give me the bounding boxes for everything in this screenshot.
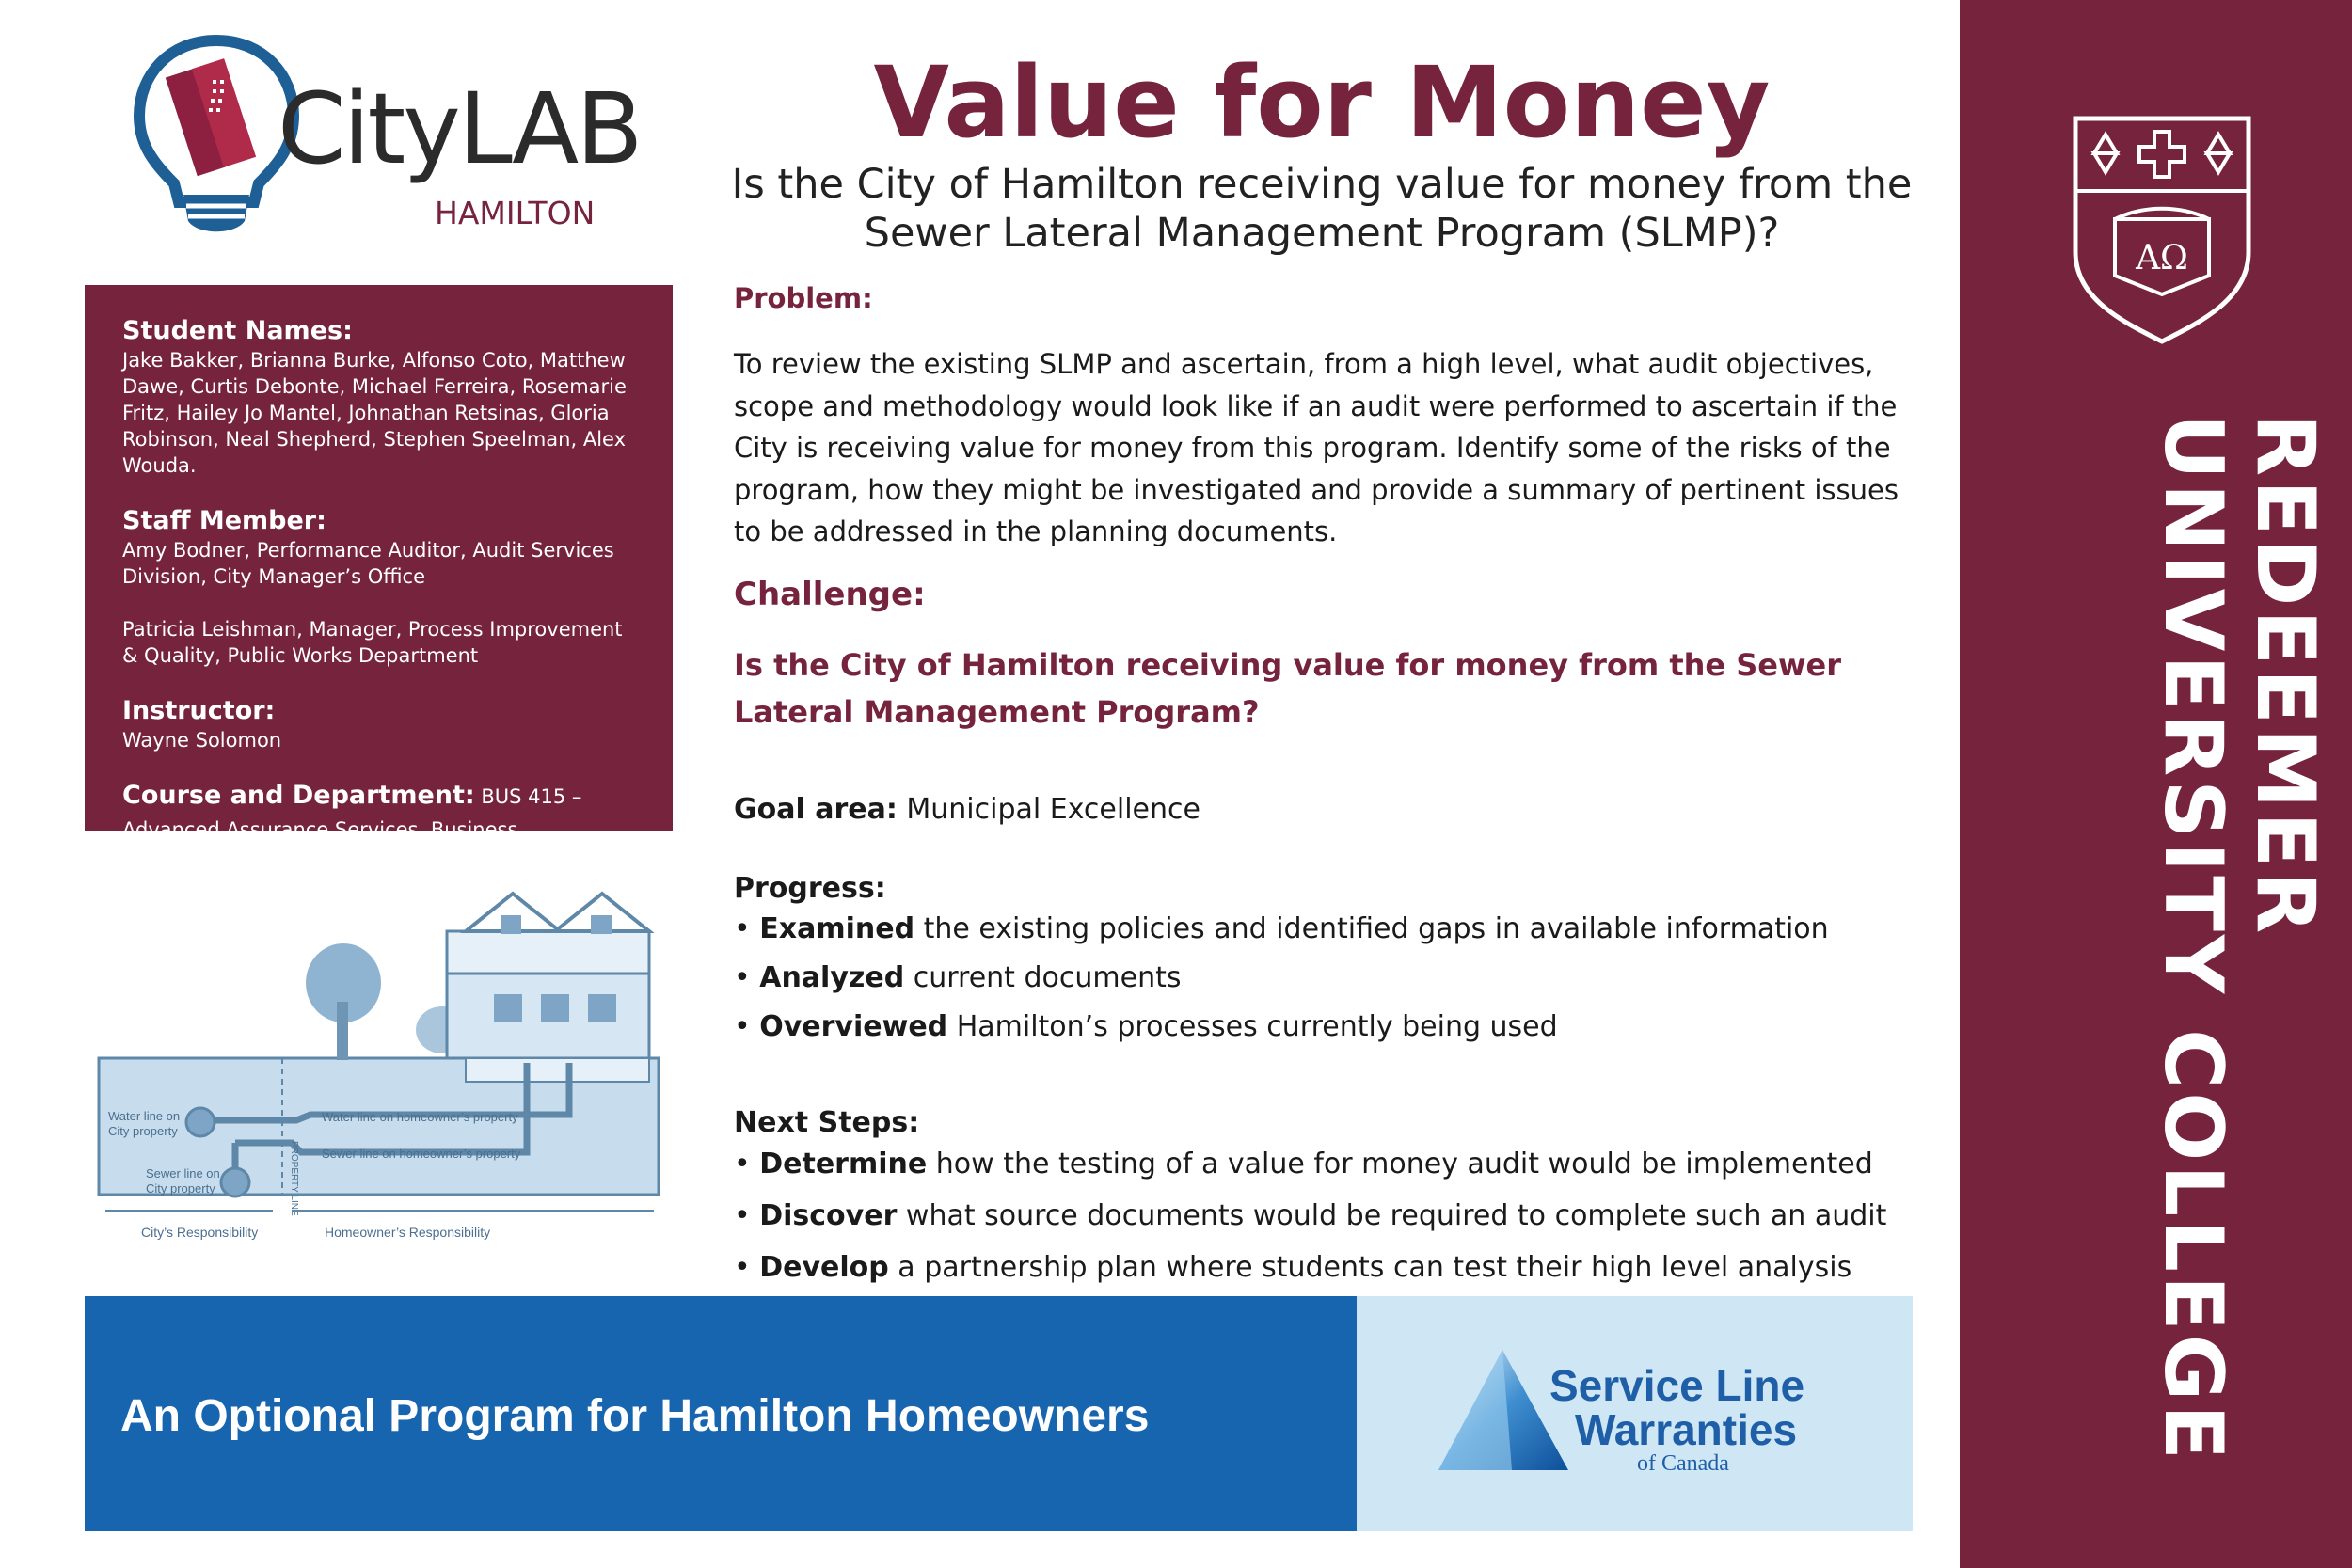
hamilton-wordmark: HAMILTON — [435, 195, 596, 231]
instructor-heading: Instructor: — [122, 696, 276, 725]
challenge-question: Is the City of Hamilton receiving value for money from the Sewer Lateral Management Program? — [734, 647, 1842, 730]
brand-line-3: of Canada — [1637, 1451, 1729, 1476]
crest-text: AΩ — [2136, 239, 2188, 277]
label-sewer-home: Sewer line on homeowner’s property — [322, 1147, 521, 1161]
course-line — [122, 780, 643, 879]
citylab-logo — [132, 33, 641, 249]
students-heading: Student Names: — [122, 316, 353, 345]
list-item: • Analyzed current documents — [734, 961, 1182, 994]
crest-icon — [2068, 111, 2256, 346]
list-item: • Overviewed Hamilton’s processes currently being used — [734, 1010, 1558, 1043]
list-item: • Develop a partnership plan where students can test their high level analysis — [734, 1251, 1852, 1284]
label-sewer-city-2: City property — [146, 1181, 215, 1196]
staff-member-2: Patricia Leishman, Manager, Process Improvement & Quality, Public Works Department — [122, 618, 623, 667]
label-property-line: PROPERTY LINE — [289, 1141, 299, 1216]
course-text: BUS 415 – Advanced Assurance Services, Business Department — [122, 785, 582, 874]
label-water-city-1: Water line on — [108, 1109, 181, 1123]
college-name-line-1: REDEEMER — [2238, 414, 2332, 938]
course-heading: Course and Department: — [122, 781, 475, 810]
label-water-city-2: City property — [108, 1124, 178, 1138]
progress-heading: Progress: — [734, 872, 886, 905]
college-name — [2146, 414, 2332, 1465]
next-steps-heading: Next Steps: — [734, 1106, 920, 1139]
college-sidebar — [1960, 0, 2352, 1568]
list-item: • Discover what source documents would be required to complete such an audit — [734, 1199, 1887, 1232]
students-list: Jake Bakker, Brianna Burke, Alfonso Coto, Matthew Dawe, Curtis Debonte, Michael Ferreira, Rosemarie Fritz, Hailey Jo Mantel, Johnathan Retsinas, Gloria Robinson, Neal Shepherd, Stephen Speelman, Alex Wouda. — [122, 349, 627, 477]
brand-line-1: Service Line — [1549, 1361, 1805, 1410]
citylab-wordmark: CityLAB — [278, 71, 641, 186]
staff-member-1: Amy Bodner, Performance Auditor, Audit Services Division, City Manager’s Office — [122, 539, 614, 588]
program-banner — [85, 1296, 1357, 1531]
page-subtitle: Is the City of Hamilton receiving value for money from the Sewer Lateral Management Program (SLMP)? — [731, 161, 1913, 257]
challenge-heading: Challenge: — [734, 576, 926, 613]
list-item: • Examined the existing policies and identified gaps in available information — [734, 912, 1829, 945]
label-sewer-city-1: Sewer line on — [146, 1166, 220, 1180]
brand-line-2: Warranties — [1575, 1405, 1798, 1454]
page-title: Value for Money — [873, 45, 1771, 160]
sewer-lateral-diagram — [94, 889, 668, 1256]
team-info-box — [85, 285, 673, 874]
list-item: • Determine how the testing of a value for money audit would be implemented — [734, 1148, 1873, 1180]
goal-value: Municipal Excellence — [897, 793, 1200, 826]
progress-list — [734, 911, 1829, 1057]
college-name-line-2: UNIVERSITY COLLEGE — [2146, 414, 2240, 1465]
lightbulb-icon — [132, 33, 301, 249]
label-water-home: Water line on homeowner’s property — [322, 1110, 518, 1124]
next-steps-list — [734, 1146, 1886, 1301]
label-city-responsibility: City’s Responsibility — [141, 1225, 259, 1240]
staff-heading: Staff Member: — [122, 506, 326, 535]
house-icon — [447, 894, 649, 1082]
instructor-name: Wayne Solomon — [122, 729, 282, 752]
service-line-warranties-logo — [1357, 1296, 1913, 1531]
problem-text: To review the existing SLMP and ascertain, from a high level, what audit objectives, scope and methodology would look like if an audit were performed to ascertain if the City is receiving value for money from this program. Identify some of the risks of the program, how they might be investigated and provide a summary of pertinent issues to be addressed in the planning documents. — [734, 348, 1899, 547]
label-homeowner-responsibility: Homeowner’s Responsibility — [325, 1225, 491, 1240]
problem-heading: Problem: — [734, 282, 873, 314]
goal-label: Goal area: — [734, 793, 898, 826]
banner-text: An Optional Program for Hamilton Homeowners — [120, 1391, 1150, 1441]
goal-area — [734, 793, 1200, 826]
